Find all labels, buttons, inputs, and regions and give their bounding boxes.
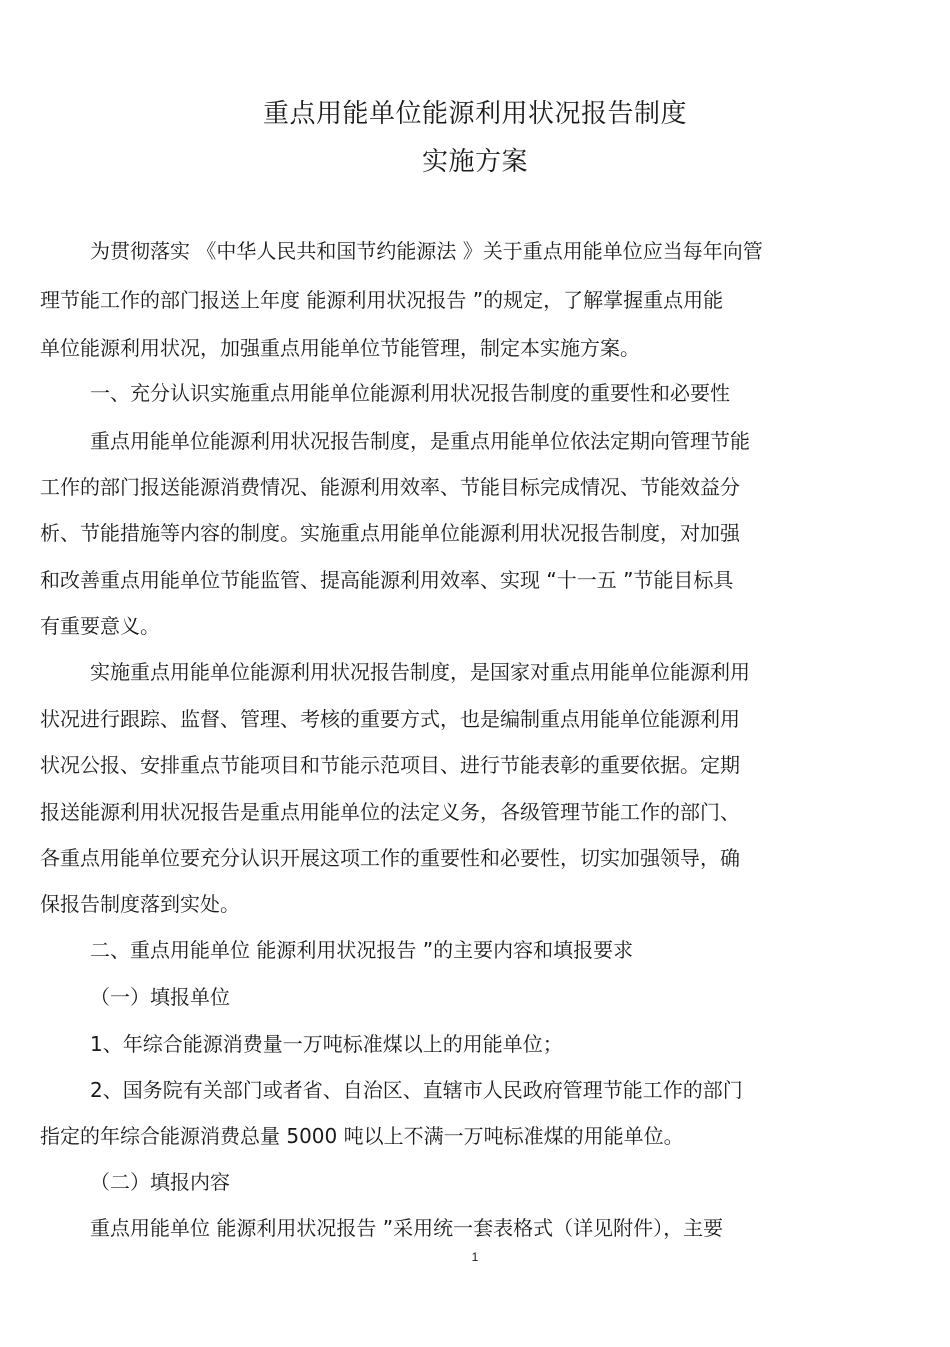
paragraph-line: 状况公报、安排重点节能项目和节能示范项目、进行节能表彰的重要依据。定期 <box>40 753 740 777</box>
paragraph-line: 重点用能单位能源利用状况报告制度，是重点用能单位依法定期向管理节能 <box>90 429 750 453</box>
paragraph-line: 状况进行跟踪、监督、管理、考核的重要方式，也是编制重点用能单位能源利用 <box>40 707 740 731</box>
paragraph-line: 理节能工作的部门报送上年度 能源利用状况报告 ”的规定，了解掌握重点用能 <box>40 288 724 312</box>
paragraph-line: 析、节能措施等内容的制度。实施重点用能单位能源利用状况报告制度，对加强 <box>40 521 740 545</box>
subsection-heading: （一）填报单位 <box>90 985 230 1009</box>
paragraph-line: 实施重点用能单位能源利用状况报告制度，是国家对重点用能单位能源利用 <box>90 660 750 684</box>
paragraph-line: 为贯彻落实 《中华人民共和国节约能源法 》关于重点用能单位应当每年向管 <box>90 239 763 263</box>
section-heading: 一、充分认识实施重点用能单位能源利用状况报告制度的重要性和必要性 <box>90 381 730 405</box>
list-item: 1、年综合能源消费量一万吨标准煤以上的用能单位； <box>90 1032 563 1056</box>
paragraph-line: 重点用能单位 能源利用状况报告 ”采用统一套表格式（详见附件），主要 <box>90 1216 724 1240</box>
paragraph-line: 报送能源利用状况报告是重点用能单位的法定义务，各级管理节能工作的部门、 <box>40 800 740 824</box>
list-item: 2、国务院有关部门或者省、自治区、直辖市人民政府管理节能工作的部门 <box>90 1078 743 1102</box>
paragraph-line: 工作的部门报送能源消费情况、能源利用效率、节能目标完成情况、节能效益分 <box>40 475 740 499</box>
subsection-heading: （二）填报内容 <box>90 1170 230 1194</box>
paragraph-line: 有重要意义。 <box>40 614 160 638</box>
page-number: 1 <box>471 1250 479 1264</box>
paragraph-line: 指定的年综合能源消费总量 5000 吨以上不满一万吨标准煤的用能单位。 <box>40 1124 684 1148</box>
paragraph-line: 和改善重点用能单位节能监管、提高能源利用效率、实现 “十一五 ”节能目标具 <box>40 568 734 592</box>
document-subtitle: 实施方案 <box>421 147 528 177</box>
document-title: 重点用能单位能源利用状况报告制度 <box>262 99 687 129</box>
paragraph-line: 单位能源利用状况，加强重点用能单位节能管理，制定本实施方案。 <box>40 336 640 360</box>
paragraph-line: 各重点用能单位要充分认识开展这项工作的重要性和必要性，切实加强领导，确 <box>40 846 740 870</box>
paragraph-line: 保报告制度落到实处。 <box>40 892 240 916</box>
section-heading: 二、重点用能单位 能源利用状况报告 ”的主要内容和填报要求 <box>90 938 634 962</box>
